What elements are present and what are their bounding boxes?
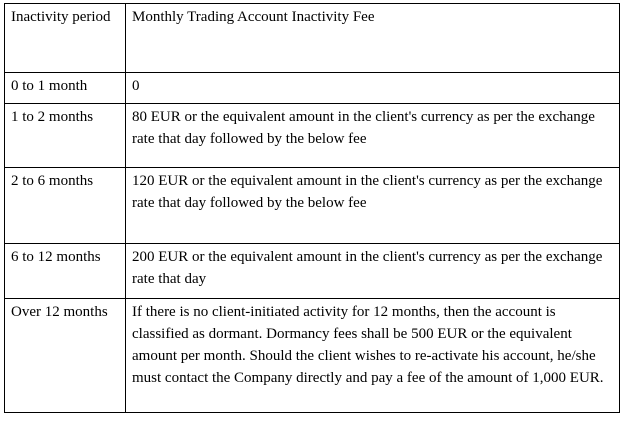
fee-cell: 0 xyxy=(126,73,620,104)
period-cell: 1 to 2 months xyxy=(5,104,126,168)
header-cell-inactivity-period: Inactivity period xyxy=(5,4,126,73)
table-row xyxy=(5,168,620,244)
inactivity-fee-table xyxy=(4,3,620,413)
period-cell: 0 to 1 month xyxy=(5,73,126,104)
table-header-row xyxy=(5,4,620,73)
fee-cell: 200 EUR or the equivalent amount in the client's currency as per the exchange rate that day xyxy=(126,244,620,299)
fee-cell: 120 EUR or the equivalent amount in the client's currency as per the exchange rate that day followed by the below fee xyxy=(126,168,620,244)
table-row xyxy=(5,73,620,104)
period-cell: 2 to 6 months xyxy=(5,168,126,244)
period-cell: 6 to 12 months xyxy=(5,244,126,299)
fee-cell: 80 EUR or the equivalent amount in the client's currency as per the exchange rate that day followed by the below fee xyxy=(126,104,620,168)
table-row xyxy=(5,244,620,299)
table-row xyxy=(5,299,620,413)
header-cell-monthly-fee: Monthly Trading Account Inactivity Fee xyxy=(126,4,620,73)
table-row xyxy=(5,104,620,168)
fee-cell: If there is no client-initiated activity for 12 months, then the account is classified as dormant. Dormancy fees shall be 500 EUR or the equivalent amount per month. Should the client wishes to re-activate his account, he/she must contact the Company directly and pay a fee of the amount of 1,000 EUR. xyxy=(126,299,620,413)
period-cell: Over 12 months xyxy=(5,299,126,413)
